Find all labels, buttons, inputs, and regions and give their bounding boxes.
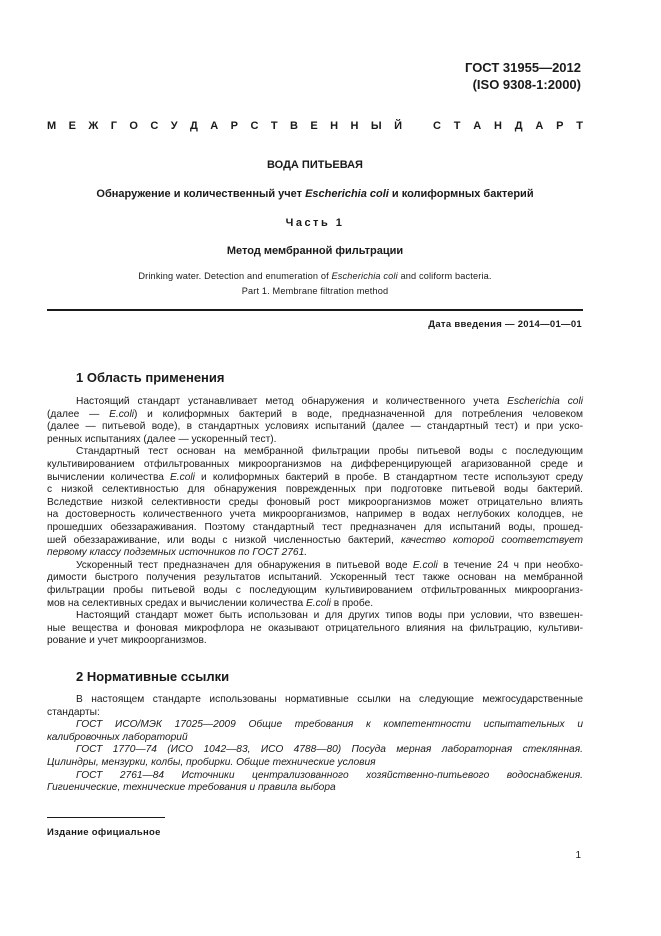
banner-word-standard xyxy=(433,119,583,133)
english-title-line-2: Part 1. Membrane filtration method xyxy=(241,286,389,296)
text-line: Ускоренный тест предназначен для обнаружения в питьевой воде E.coli в течение 24 ч при необхо- xyxy=(76,559,583,571)
english-title-line-1: Drinking water. Detection and enumeration of Escherichia coli and coliform bacteria. xyxy=(138,271,492,281)
text-line: прошедших обеззараживания. Поэтому стандартный тест предназначен для испытаний воды, прошед- xyxy=(47,521,583,533)
scope-paragraph-2 xyxy=(47,446,583,559)
banner-letter: Т xyxy=(270,120,278,132)
text-line: фильтрации пробы питьевой воды с последующим культивированием отфильтрованных микроорганиз- xyxy=(47,584,583,596)
banner-letter: Р xyxy=(230,120,239,132)
banner-letter: Т xyxy=(453,120,461,132)
banner-word-interstate xyxy=(47,119,402,133)
banner-letter: А xyxy=(473,120,482,132)
text-line: Настоящий стандарт может быть использован и для других типов воды при условии, что взвешен- xyxy=(76,610,583,622)
text-line: первому классу подземных источников по ГОСТ 2761. xyxy=(47,547,308,559)
text-line: на достоверность количественного учета микроорганизмов, например в водах неглубоких колодцев, не xyxy=(47,509,583,521)
banner-letter: Н xyxy=(350,120,359,132)
text-line: Гигиенические, технические требования и правила выбора xyxy=(47,782,336,794)
banner-letter: Н xyxy=(330,120,339,132)
text-line: с низкой селективностью для обнаружения поврежденных при подготовке питьевой воды бактерий. xyxy=(47,484,583,496)
introduction-date: Дата введения — 2014—01—01 xyxy=(428,319,582,330)
banner-letter: Ы xyxy=(370,120,382,132)
scope-paragraph-4 xyxy=(47,610,583,648)
text-line: калибровочных лабораторий xyxy=(47,731,188,743)
text-line: Вследствие низкой селективности среды фоновый рост микроорганизмов может отрицательно влиять xyxy=(47,496,583,508)
scope-paragraph-3 xyxy=(47,560,583,610)
text-line: ные вещества и фоновая микрофлора не оказывают отрицательного влияния на фильтрацию, культиви- xyxy=(47,622,583,634)
section-heading-references: 2 Нормативные ссылки xyxy=(76,669,230,684)
text-line: вычислении количества E.coli и колиформных бактерий в пробе. В стандартном тесте используют среду xyxy=(47,471,583,483)
text-line: Цилиндры, мензурки, колбы, пробирки. Общие технические условия xyxy=(47,756,376,768)
text-line: культивированием отфильтрованных микроорганизмов на дифференцирующей агаризованной среде и xyxy=(47,458,583,470)
banner-letter: С xyxy=(150,120,159,132)
standard-code: ГОСТ 31955—2012 xyxy=(465,60,581,75)
text-line: рование и учет микроорганизмов. xyxy=(47,635,207,647)
text-line: В настоящем стандарте использованы нормативные ссылки на следующие межгосударственные xyxy=(76,694,583,705)
banner-letter: Р xyxy=(556,120,564,132)
banner-letter: Т xyxy=(576,120,583,132)
text-line: димости быстрого получения результатов испытаний. Ускоренный тест также основан на мембранной xyxy=(47,572,583,584)
banner-letter: Н xyxy=(493,120,502,132)
reference-gost-iso-17025 xyxy=(47,719,583,744)
banner-letter: В xyxy=(289,120,298,132)
title-divider xyxy=(47,309,583,311)
document-subtitle: Обнаружение и количественный учет Escherichia coli и колиформных бактерий xyxy=(96,188,534,200)
banner-letter: А xyxy=(210,120,219,132)
banner-letter: С xyxy=(250,120,259,132)
text-line: (далее — питьевой воде), в стандартных условиях испытаний (далее — стандартный тест) и при уско- xyxy=(47,421,583,433)
section-scope-body xyxy=(47,396,583,648)
banner-letter: Д xyxy=(514,120,523,132)
section-heading-scope: 1 Область применения xyxy=(76,370,225,385)
text-line: ренных испытаниях (далее — ускоренный тест). xyxy=(47,433,277,445)
banner-letter: Г xyxy=(110,120,117,132)
text-line: мов на селективных средах и вычислении количества E.coli в пробе. xyxy=(47,597,374,609)
banner-letter: У xyxy=(170,120,178,132)
text-line: (далее — E.coli) и колиформных бактерий в воде, предназначенной для потребления человеком xyxy=(47,408,583,420)
document-title: ВОДА ПИТЬЕВАЯ xyxy=(267,159,363,171)
section-references-body xyxy=(47,694,583,795)
banner-letter: А xyxy=(535,120,544,132)
text-line: ГОСТ 2761—84 Источники централизованного хозяйственно-питьевого водоснабжения. xyxy=(76,769,583,781)
reference-gost-1770 xyxy=(47,744,583,769)
banner-letter: М xyxy=(47,120,57,132)
banner-letter: О xyxy=(129,120,138,132)
text-line: Настоящий стандарт устанавливает метод обнаружения и количественного учета Escherichia coli xyxy=(76,396,583,407)
english-title xyxy=(47,269,583,299)
banner-letter: Й xyxy=(394,120,402,132)
banner-letter: С xyxy=(433,120,441,132)
banner-letter: Е xyxy=(68,120,76,132)
banner-letter: Ж xyxy=(88,120,99,132)
footer-divider xyxy=(47,817,165,818)
banner-letter: Е xyxy=(310,120,318,132)
reference-gost-2761 xyxy=(47,770,583,795)
text-line: стандарты: xyxy=(47,706,100,718)
text-line: ГОСТ ИСО/МЭК 17025—2009 Общие требования к компетентности испытательных и xyxy=(76,719,583,731)
text-line: ГОСТ 1770—74 (ИСО 1042—83, ИСО 4788—80) Посуда мерная лабораторная стеклянная. xyxy=(76,744,583,756)
official-edition-label: Издание официальное xyxy=(47,827,161,838)
text-line: шей обеззараживание, или воды с низкой численностью бактерий, качество которой соответствует xyxy=(47,534,584,546)
iso-code: (ISO 9308-1:2000) xyxy=(472,77,581,92)
interstate-standard-banner xyxy=(47,119,583,133)
text-line: Стандартный тест основан на мембранной фильтрации пробы питьевой воды с последующим xyxy=(76,446,583,458)
banner-letter: Д xyxy=(190,120,198,132)
document-method-title: Метод мембранной фильтрации xyxy=(226,245,404,257)
document-part: Часть 1 xyxy=(285,217,345,229)
references-paragraph-1 xyxy=(47,694,583,719)
scope-paragraph-1 xyxy=(47,396,583,446)
page-number: 1 xyxy=(575,850,581,861)
